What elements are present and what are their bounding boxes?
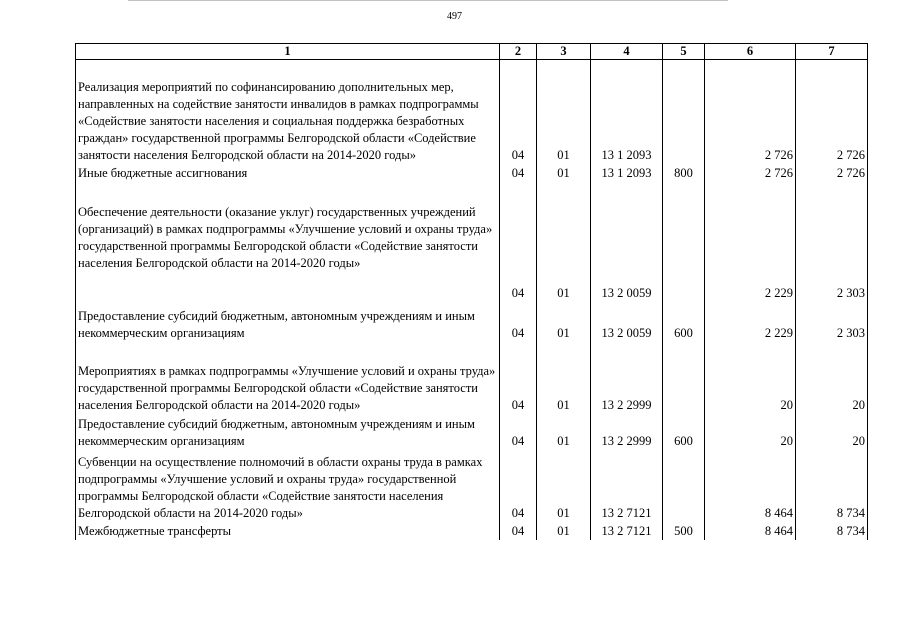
row-target-code: 13 2 2999 <box>591 414 663 450</box>
row-amount-7: 2 726 <box>796 164 868 182</box>
row-name: Обеспечение деятельности (оказание уклуг) государственных учреждений (организаций) в рамках подпрограммы «Улучшение условий и охраны труда» государственной программы Белгородской области «Содействие занятости населения Белгородской области на 2014-2020 годы» <box>76 182 500 302</box>
row-amount-7: 8 734 <box>796 522 868 540</box>
table-row <box>76 522 868 540</box>
row-name: Предоставление субсидий бюджетным, автономным учреждениям и иным некоммерческим организациям <box>76 302 500 342</box>
row-amount-7: 2 303 <box>796 302 868 342</box>
row-amount-7: 2 303 <box>796 182 868 302</box>
row-target-code: 13 1 2093 <box>591 164 663 182</box>
table-row <box>76 182 868 302</box>
row-name: Межбюджетные трансферты <box>76 522 500 540</box>
row-name: Предоставление субсидий бюджетным, автономным учреждениям и иным некоммерческим организациям <box>76 414 500 450</box>
row-section: 04 <box>500 414 537 450</box>
row-subsection: 01 <box>537 450 591 522</box>
table-row <box>76 302 868 342</box>
row-expense-type <box>663 60 705 164</box>
column-header: 7 <box>796 44 868 60</box>
row-amount-6: 2 229 <box>705 182 796 302</box>
row-subsection: 01 <box>537 414 591 450</box>
column-header: 4 <box>591 44 663 60</box>
column-header: 2 <box>500 44 537 60</box>
row-subsection: 01 <box>537 522 591 540</box>
row-amount-6: 20 <box>705 414 796 450</box>
row-amount-7: 2 726 <box>796 60 868 164</box>
table-row <box>76 342 868 414</box>
row-section: 04 <box>500 60 537 164</box>
row-amount-7: 20 <box>796 342 868 414</box>
row-expense-type <box>663 182 705 302</box>
row-section: 04 <box>500 302 537 342</box>
row-target-code: 13 2 2999 <box>591 342 663 414</box>
table-row <box>76 164 868 182</box>
row-subsection: 01 <box>537 60 591 164</box>
row-amount-7: 20 <box>796 414 868 450</box>
row-subsection: 01 <box>537 342 591 414</box>
row-amount-6: 2 726 <box>705 164 796 182</box>
row-target-code: 13 2 0059 <box>591 302 663 342</box>
row-subsection: 01 <box>537 182 591 302</box>
row-expense-type <box>663 450 705 522</box>
row-subsection: 01 <box>537 302 591 342</box>
budget-table <box>75 43 868 540</box>
table-row <box>76 450 868 522</box>
row-subsection: 01 <box>537 164 591 182</box>
row-amount-6: 2 229 <box>705 302 796 342</box>
row-amount-6: 20 <box>705 342 796 414</box>
table-header-row <box>76 44 868 60</box>
row-amount-6: 2 726 <box>705 60 796 164</box>
row-target-code: 13 2 0059 <box>591 182 663 302</box>
row-name: Мероприятиях в рамках подпрограммы «Улучшение условий и охраны труда» государственной программы Белгородской области «Содействие занятости населения Белгородской области на 2014-2020 годы» <box>76 342 500 414</box>
row-amount-6: 8 464 <box>705 450 796 522</box>
row-name: Субвенции на осуществление полномочий в области охраны труда в рамках подпрограммы «Улучшение условий и охраны труда» государственной программы Белгородской области «Содействие занятости населения Белгородской области на 2014-2020 годы» <box>76 450 500 522</box>
row-target-code: 13 2 7121 <box>591 522 663 540</box>
row-target-code: 13 1 2093 <box>591 60 663 164</box>
row-section: 04 <box>500 164 537 182</box>
row-amount-6: 8 464 <box>705 522 796 540</box>
table-row <box>76 414 868 450</box>
row-section: 04 <box>500 522 537 540</box>
column-header: 6 <box>705 44 796 60</box>
row-expense-type <box>663 342 705 414</box>
row-name: Реализация мероприятий по софинансированию дополнительных мер, направленных на содействие занятости инвалидов в рамках подпрограммы «Содействие занятости населения и социальная поддержка безработных граждан» государственной программы Белгородской области «Содействие занятости населения Белгородской области на 2014-2020 годы» <box>76 60 500 164</box>
row-expense-type: 800 <box>663 164 705 182</box>
page-number: 497 <box>447 11 462 22</box>
row-section: 04 <box>500 450 537 522</box>
scan-top-edge <box>128 0 728 1</box>
table-row <box>76 60 868 164</box>
row-target-code: 13 2 7121 <box>591 450 663 522</box>
column-header: 1 <box>76 44 500 60</box>
row-expense-type: 500 <box>663 522 705 540</box>
row-expense-type: 600 <box>663 414 705 450</box>
row-section: 04 <box>500 182 537 302</box>
row-section: 04 <box>500 342 537 414</box>
row-amount-7: 8 734 <box>796 450 868 522</box>
column-header: 3 <box>537 44 591 60</box>
row-expense-type: 600 <box>663 302 705 342</box>
row-name: Иные бюджетные ассигнования <box>76 164 500 182</box>
column-header: 5 <box>663 44 705 60</box>
